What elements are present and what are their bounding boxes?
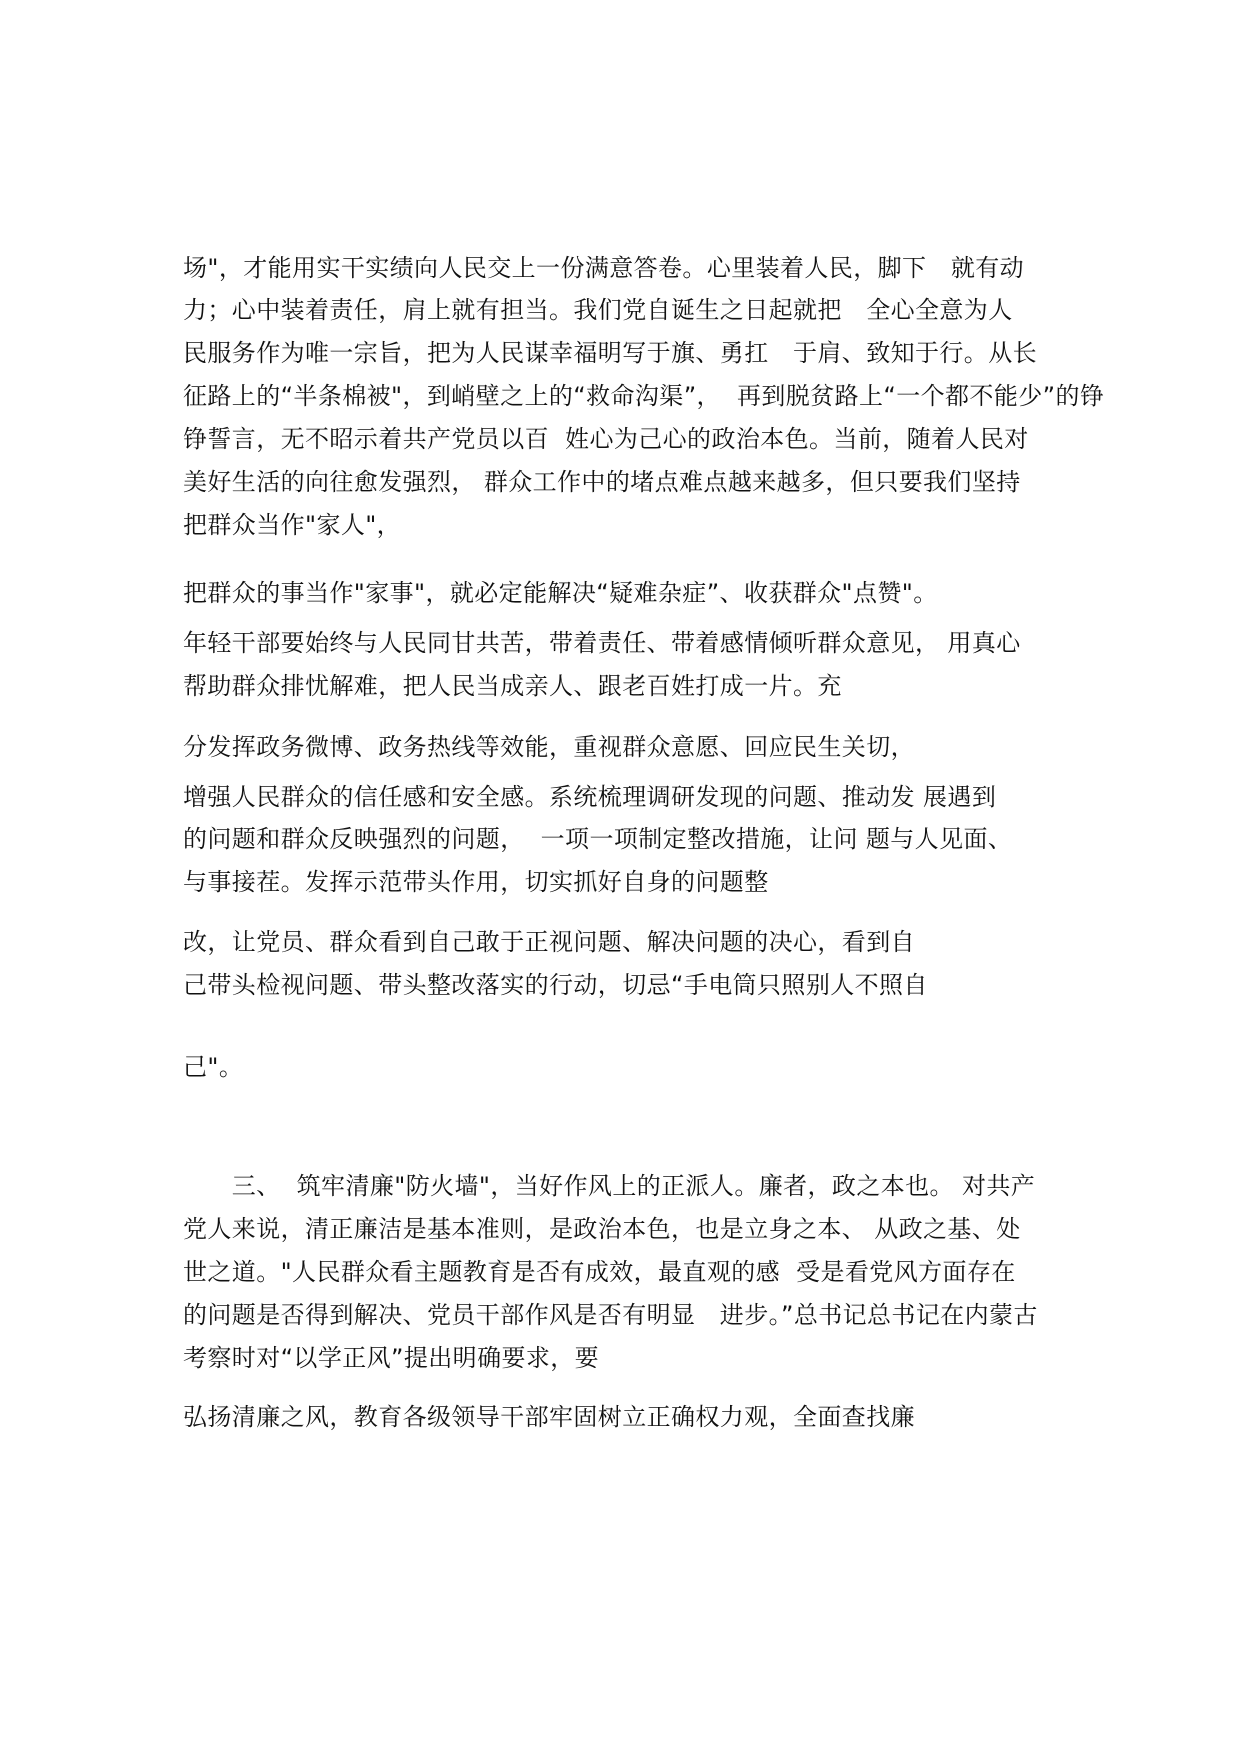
text-line: 分发挥政务微博、政务热线等效能，重视群众意愿、回应民生关切， (183, 733, 915, 761)
text-line: 民服务作为唯一宗旨，把为人民谋幸福明写于旗、勇扛 于肩、致知于行。从长 (183, 339, 1037, 367)
text-line: 铮誓言，无不昭示着共产党员以百 姓心为己心的政治本色。当前，随着人民对 (183, 425, 1029, 453)
text-line: 世之道。"人民群众看主题教育是否有成效，最直观的感 受是看党风方面存在 (183, 1258, 1016, 1286)
section-heading-line: 三、 筑牢清廉"防火墙"，当好作风上的正派人。廉者，政之本也。 对共产 (183, 1172, 1036, 1200)
text-line: 年轻干部要始终与人民同甘共苦，带着责任、带着感情倾听群众意见， 用真心 (183, 629, 1021, 657)
text-line: 党人来说，清正廉洁是基本准则，是政治本色，也是立身之本、 从政之基、处 (183, 1215, 1021, 1243)
text-line: 与事接茬。发挥示范带头作用，切实抓好自身的问题整 (183, 868, 769, 896)
text-line: 帮助群众排忧解难，把人民当成亲人、跟老百姓打成一片。充 (183, 672, 842, 700)
text-line: 的问题和群众反映强烈的问题， 一项一项制定整改措施，让问 题与人见面、 (183, 825, 1013, 853)
text-line: 增强人民群众的信任感和安全感。系统梳理调研发现的问题、推动发 展遇到 (183, 783, 997, 811)
text-line: 的问题是否得到解决、党员干部作风是否有明显 进步。”总书记总书记在内蒙古 (183, 1301, 1038, 1329)
text-line: 力；心中装着责任，肩上就有担当。我们党自诞生之日起就把 全心全意为人 (183, 296, 1013, 324)
text-line: 改，让党员、群众看到自己敢于正视问题、解决问题的决心，看到自 (183, 928, 915, 956)
text-line: 己带头检视问题、带头整改落实的行动，切忌“手电筒只照别人不照自 (183, 971, 928, 999)
text-line: 弘扬清廉之风，教育各级领导干部牢固树立正确权力观，全面查找廉 (183, 1403, 915, 1431)
text-line: 场"，才能用实干实绩向人民交上一份满意答卷。心里装着人民，脚下 就有动 (183, 254, 1025, 282)
text-line: 己"。 (183, 1053, 244, 1081)
text-line: 考察时对“以学正风”提出明确要求，要 (183, 1344, 600, 1372)
text-line: 美好生活的向往愈发强烈， 群众工作中的堵点难点越来越多，但只要我们坚持 (183, 468, 1021, 496)
text-line: 征路上的“半条棉被"，到峭壁之上的“救命沟渠”， 再到脱贫路上“一个都不能少”的铮 (183, 382, 1105, 410)
text-line: 把群众当作"家人"， (183, 511, 402, 539)
text-line: 把群众的事当作"家事"，就必定能解决“疑难杂症”、收获群众"点赞"。 (183, 579, 938, 607)
